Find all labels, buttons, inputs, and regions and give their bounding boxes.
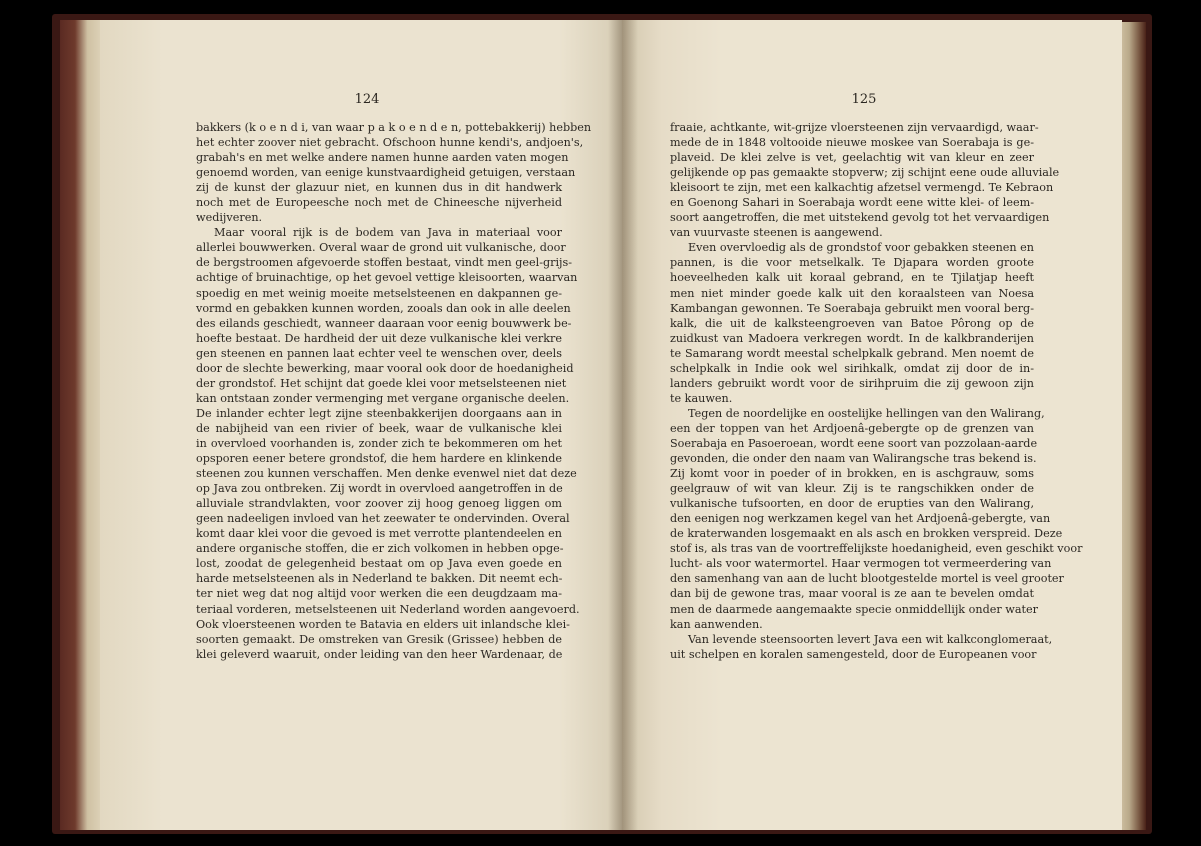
right-page-edges (1118, 22, 1146, 830)
text-line: vormd en gebakken kunnen worden, zooals dan ook in alle deelen (196, 301, 571, 315)
text-line: gevonden, die onder den naam van Walirangsche tras bekend is. (670, 452, 1037, 466)
text-line: der grondstof. Het schijnt dat goede klei voor metselsteenen niet (196, 376, 567, 390)
right-page-text (670, 120, 1083, 662)
text-line: mede de in 1848 voltooide nieuwe moskee van Soerabaja is ge- (670, 136, 1034, 150)
text-line: plaveid. De klei zelve is vet, geelachtig wit van kleur en zeer (670, 151, 1034, 165)
left-page-text (196, 120, 592, 662)
text-line: gen steenen en pannen laat echter veel te wenschen over, deels (196, 346, 562, 360)
text-line: Even overvloedig als de grondstof voor gebakken steenen en (688, 241, 1034, 255)
text-line: bakkers (k o e n d i, van waar p a k o e n d e n, pottebakkerij) hebben (196, 121, 592, 134)
text-line: zuidkust van Madoera verkregen wordt. In de kalkbranderijen (670, 331, 1034, 345)
text-line: dan bij de gewone tras, maar vooral is ze aan te bevelen omdat (670, 587, 1034, 601)
text-line: den eenigen nog werkzamen kegel van het Ardjoenâ-gebergte, van (670, 512, 1051, 526)
text-line: Soerabaja en Pasoeroean, wordt eene soort van pozzolaan-aarde (670, 436, 1038, 450)
text-line: spoedig en met weinig moeite metselsteenen en dakpannen ge- (196, 286, 562, 300)
text-line: Ook vloersteenen worden te Batavia en elders uit inlandsche klei- (196, 617, 570, 631)
text-line: steenen zou kunnen verschaffen. Men denke evenwel niet dat deze (196, 467, 577, 481)
text-line: schelpkalk in Indie ook wel sirihkalk, omdat zij door de in- (670, 361, 1034, 375)
text-line: Van levende steensoorten levert Java een wit kalkconglomeraat, (688, 632, 1053, 646)
text-line: genoemd worden, van eenige kunstvaardigheid getuigen, verstaan (196, 166, 576, 180)
text-line: grabah's en met welke andere namen hunne aarden vaten mogen (196, 151, 569, 165)
text-line: en Goenong Sahari in Soerabaja wordt eene witte klei- of leem- (670, 196, 1034, 210)
text-line: hoefte bestaat. De hardheid der uit deze vulkanische klei verkre (196, 331, 562, 345)
text-line: den samenhang van aan de lucht blootgestelde mortel is veel grooter (670, 572, 1064, 586)
text-line: kleisoort te zijn, met een kalkachtig afzetsel vermengd. Te Kebraon (670, 181, 1054, 195)
text-line: Zij komt voor in poeder of in brokken, en is aschgrauw, soms (670, 467, 1034, 481)
text-line: te Samarang wordt meestal schelpkalk gebrand. Men noemt de (670, 346, 1034, 360)
text-line: achtige of bruinachtige, op het gevoel vettige kleisoorten, waarvan (196, 271, 578, 285)
text-line: het echter zoover niet gebracht. Ofschoon hunne kendi's, andjoen's, (196, 136, 584, 150)
text-line: lost, zoodat de gelegenheid bestaat om op Java even goede en (196, 557, 562, 571)
text-line: Maar vooral rijk is de bodem van Java in materiaal voor (214, 226, 562, 240)
text-line: wedijveren. (196, 211, 263, 225)
text-line: noch met de Europeesche noch met de Chineesche nijverheid (196, 196, 562, 210)
text-line: fraaie, achtkante, wit-grijze vloersteenen zijn vervaardigd, waar- (670, 121, 1039, 134)
text-line: andere organische stoffen, die er zich volkomen in hebben opge- (196, 542, 564, 556)
text-line: de kraterwanden losgemaakt en als asch en brokken verspreid. Deze (670, 527, 1063, 541)
book-gutter (608, 20, 638, 830)
text-line: des eilands geschiedt, wanneer daaraan voor eenig bouwwerk be- (196, 316, 572, 330)
text-line: komt daar klei voor die gevoed is met verrotte plantendeelen en (196, 527, 562, 541)
text-line: Tegen de noordelijke en oostelijke hellingen van den Walirang, (688, 406, 1045, 420)
text-line: geen nadeeligen invloed van het zeewater te ondervinden. Overal (196, 512, 570, 526)
text-line: alluviale strandvlakten, voor zoover zij hoog genoeg liggen om (196, 497, 562, 511)
text-line: ter niet weg dat nog altijd voor werken die een deugdzaam ma- (196, 587, 562, 601)
text-line: harde metselsteenen als in Nederland te bakken. Dit neemt ech- (196, 572, 563, 586)
text-line: door de slechte bewerking, maar vooral ook door de hoedanigheid (196, 361, 574, 375)
text-line: allerlei bouwwerken. Overal waar de grond uit vulkanische, door (196, 241, 566, 255)
text-line: teriaal vorderen, metselsteenen uit Nederland worden aangevoerd. (196, 602, 580, 616)
text-line: men de daarmede aangemaakte specie onmiddellijk onder water (670, 602, 1038, 616)
text-line: in overvloed voorhanden is, zonder zich te bekommeren om het (196, 436, 562, 450)
text-line: zij de kunst der glazuur niet, en kunnen dus in dit handwerk (196, 181, 562, 195)
right-page (622, 20, 1122, 830)
text-line: uit schelpen en koralen samengesteld, door de Europeanen voor (670, 647, 1037, 661)
text-line: de nabijheid van een rivier of beek, waar de vulkanische klei (196, 421, 562, 435)
text-line: te kauwen. (670, 391, 733, 405)
text-line: Kambangan gewonnen. Te Soerabaja gebruikt men vooral berg- (670, 301, 1034, 315)
text-line: pannen, is die voor metselkalk. Te Djapara worden groote (670, 256, 1034, 270)
page-number-right: 125 (851, 92, 877, 107)
text-line: De inlander echter legt zijne steenbakkerijen doorgaans aan in (196, 406, 562, 420)
text-line: hoeveelheden kalk uit koraal gebrand, en te Tjilatjap heeft (670, 271, 1034, 285)
text-line: lucht- als voor watermortel. Haar vermogen tot vermeerdering van (670, 557, 1052, 571)
text-line: opsporen eener betere grondstof, die hem hardere en klinkende (196, 452, 562, 466)
text-line: stof is, als tras van de voortreffelijkste hoedanigheid, even geschikt voor (670, 542, 1083, 556)
left-page (100, 20, 622, 830)
text-line: soorten gemaakt. De omstreken van Gresik (Grissee) hebben de (196, 632, 562, 646)
text-line: klei geleverd waaruit, onder leiding van den heer Wardenaar, de (196, 647, 563, 661)
text-line: gelijkende op pas gemaakte stopverw; zij schijnt eene oude alluviale (670, 166, 1060, 180)
text-line: kan aanwenden. (670, 617, 763, 631)
page-number-left: 124 (354, 92, 380, 107)
text-line: soort aangetroffen, die met uitstekend gevolg tot het vervaardigen (670, 211, 1050, 225)
text-line: kalk, die uit de kalksteengroeven van Batoe Pôrong op de (670, 316, 1034, 330)
text-line: men niet minder goede kalk uit den koraalsteen van Noesa (670, 286, 1034, 300)
text-line: landers gebruikt wordt voor de sirihpruim die zij gewoon zijn (670, 376, 1034, 390)
text-line: geelgrauw of wit van kleur. Zij is te rangschikken onder de (670, 482, 1034, 496)
text-line: op Java zou ontbreken. Zij wordt in overvloed aangetroffen in de (196, 482, 563, 496)
text-line: de bergstroomen afgevoerde stoffen bestaat, vindt men geel-grijs- (196, 256, 573, 270)
text-line: een der toppen van het Ardjoenâ-gebergte op de grenzen van (670, 421, 1034, 435)
text-line: kan ontstaan zonder vermenging met vergane organische deelen. (196, 391, 570, 405)
text-line: vulkanische tufsoorten, en door de erupties van den Walirang, (670, 497, 1034, 511)
text-line: van vuurvaste steenen is aangewend. (670, 226, 883, 240)
